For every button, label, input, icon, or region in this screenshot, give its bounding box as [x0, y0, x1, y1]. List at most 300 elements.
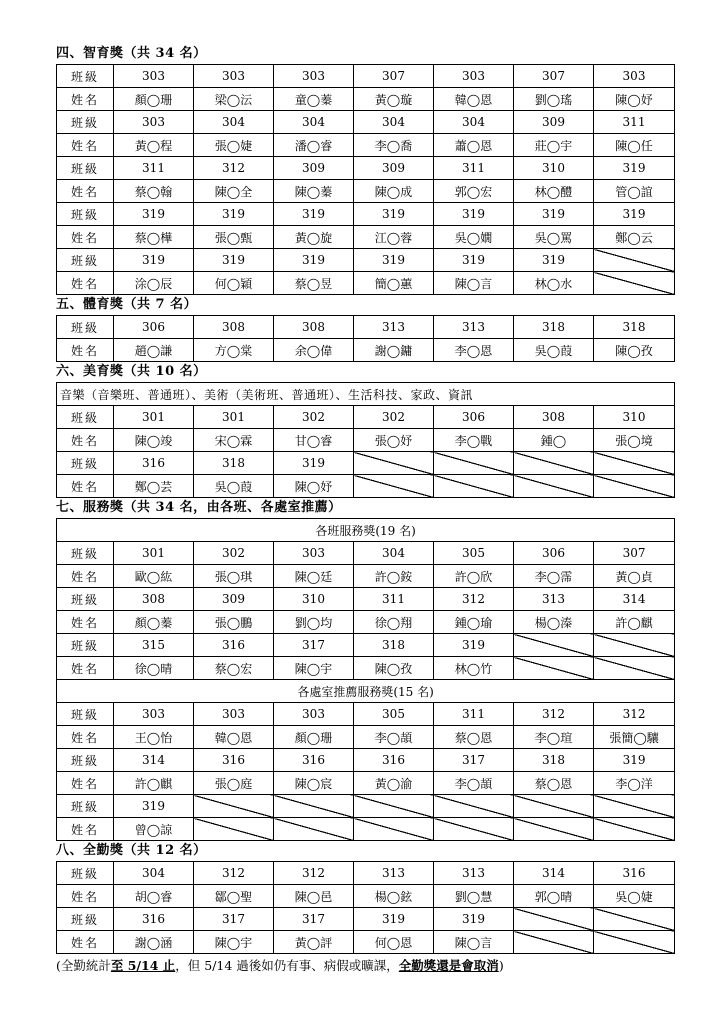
- class-cell: 319: [114, 795, 194, 818]
- student-name-cell: 陳◯妤: [274, 475, 354, 498]
- class-cell: 307: [594, 542, 675, 565]
- class-label-cell: 班級: [57, 795, 114, 818]
- class-cell: 319: [274, 249, 354, 272]
- class-cell: 307: [354, 65, 434, 88]
- student-name-cell: 蕭◯恩: [434, 134, 514, 157]
- class-cell: 319: [514, 249, 594, 272]
- student-name-cell: 童◯蓁: [274, 88, 354, 111]
- class-cell: 317: [194, 908, 274, 931]
- footnote-emphasis: 至 5/14 止: [110, 958, 176, 973]
- student-name-cell: 余◯偉: [274, 339, 354, 362]
- subsection-heading-row: [57, 519, 675, 542]
- table-row: [57, 316, 675, 339]
- class-cell: 309: [194, 588, 274, 611]
- class-cell: 313: [434, 862, 514, 885]
- student-name-cell: 歐◯紘: [114, 565, 194, 588]
- name-label-cell: 姓名: [57, 429, 114, 452]
- student-name-cell: 劉◯瑤: [514, 88, 594, 111]
- class-label-cell: 班級: [57, 588, 114, 611]
- table-row: [57, 203, 675, 226]
- class-label-cell: 班級: [57, 908, 114, 931]
- student-name-cell: 曾◯諒: [114, 818, 194, 841]
- student-name-cell: 許◯麒: [594, 611, 675, 634]
- student-name-cell: 吳◯葭: [194, 475, 274, 498]
- student-name-cell: 蔡◯樺: [114, 226, 194, 249]
- award-table: [56, 382, 675, 498]
- student-name-cell: 陳◯孜: [594, 339, 675, 362]
- empty-cell: [194, 818, 274, 841]
- class-cell: 311: [434, 157, 514, 180]
- student-name-cell: 許◯銨: [354, 565, 434, 588]
- table-row: [57, 111, 675, 134]
- name-label-cell: 姓名: [57, 772, 114, 795]
- award-table: [56, 64, 675, 295]
- student-name-cell: 顏◯珊: [114, 88, 194, 111]
- class-cell: 317: [274, 908, 354, 931]
- table-row: [57, 452, 675, 475]
- student-name-cell: 張◯境: [594, 429, 675, 452]
- class-cell: 313: [354, 316, 434, 339]
- class-cell: 312: [514, 703, 594, 726]
- student-name-cell: 胡◯睿: [114, 885, 194, 908]
- name-label-cell: 姓名: [57, 931, 114, 954]
- student-name-cell: 宋◯霖: [194, 429, 274, 452]
- table-row: [57, 749, 675, 772]
- student-name-cell: 陳◯言: [434, 931, 514, 954]
- class-cell: 317: [274, 634, 354, 657]
- class-cell: 304: [194, 111, 274, 134]
- empty-cell: [354, 452, 434, 475]
- class-cell: 311: [354, 588, 434, 611]
- class-cell: 312: [194, 157, 274, 180]
- class-cell: 302: [194, 542, 274, 565]
- empty-cell: [514, 818, 594, 841]
- class-cell: 309: [274, 157, 354, 180]
- name-label-cell: 姓名: [57, 475, 114, 498]
- empty-cell: [354, 795, 434, 818]
- table-row: [57, 772, 675, 795]
- category-row: [57, 383, 675, 406]
- student-name-cell: 徐◯翔: [354, 611, 434, 634]
- class-cell: 308: [114, 588, 194, 611]
- class-cell: 319: [434, 203, 514, 226]
- class-cell: 319: [594, 157, 675, 180]
- class-cell: 307: [514, 65, 594, 88]
- student-name-cell: 謝◯鏞: [354, 339, 434, 362]
- student-name-cell: 趙◯謙: [114, 339, 194, 362]
- student-name-cell: 李◯恩: [434, 339, 514, 362]
- class-cell: 313: [434, 316, 514, 339]
- class-cell: 303: [194, 703, 274, 726]
- student-name-cell: 鍾◯瑜: [434, 611, 514, 634]
- class-cell: 303: [194, 65, 274, 88]
- student-name-cell: 謝◯涵: [114, 931, 194, 954]
- table-row: [57, 339, 675, 362]
- class-cell: 315: [114, 634, 194, 657]
- empty-cell: [594, 475, 675, 498]
- empty-cell: [514, 908, 594, 931]
- student-name-cell: 張◯琪: [194, 565, 274, 588]
- class-cell: 318: [194, 452, 274, 475]
- footnote-emphasis: 全勤獎還是會取消: [398, 958, 499, 973]
- footnote-text: ，但 5/14 過後如仍有事、病假或曠課，: [175, 958, 399, 973]
- class-cell: 319: [594, 203, 675, 226]
- student-name-cell: 李◯洋: [594, 772, 675, 795]
- table-row: [57, 862, 675, 885]
- student-name-cell: 張◯妤: [354, 429, 434, 452]
- art-categories-note: 音樂（音樂班、普通班）、美術（美術班、普通班）、生活科技、家政、資訊: [57, 383, 675, 406]
- class-cell: 301: [114, 542, 194, 565]
- class-cell: 318: [354, 634, 434, 657]
- table-row: [57, 542, 675, 565]
- section-title: 八、全勤獎（共 12 名）: [56, 843, 207, 858]
- name-label-cell: 姓名: [57, 818, 114, 841]
- class-cell: 316: [194, 634, 274, 657]
- class-cell: 312: [274, 862, 354, 885]
- student-name-cell: 蔡◯翰: [114, 180, 194, 203]
- class-cell: 319: [354, 249, 434, 272]
- name-label-cell: 姓名: [57, 180, 114, 203]
- table-row: [57, 703, 675, 726]
- student-name-cell: 張◯庭: [194, 772, 274, 795]
- class-cell: 313: [514, 588, 594, 611]
- student-name-cell: 楊◯鉉: [354, 885, 434, 908]
- section-title: 五、體育獎（共 7 名）: [56, 297, 198, 312]
- student-name-cell: 黃◯渝: [354, 772, 434, 795]
- class-cell: 314: [514, 862, 594, 885]
- student-name-cell: 黃◯程: [114, 134, 194, 157]
- student-name-cell: 何◯恩: [354, 931, 434, 954]
- table-row: [57, 272, 675, 295]
- student-name-cell: 陳◯全: [194, 180, 274, 203]
- student-name-cell: 蔡◯宏: [194, 657, 274, 680]
- student-name-cell: 黃◯評: [274, 931, 354, 954]
- student-name-cell: 林◯醴: [514, 180, 594, 203]
- student-name-cell: 林◯水: [514, 272, 594, 295]
- student-name-cell: 陳◯蓁: [274, 180, 354, 203]
- awards-document: [56, 44, 674, 974]
- student-name-cell: 劉◯均: [274, 611, 354, 634]
- class-cell: 316: [114, 452, 194, 475]
- class-cell: 301: [114, 406, 194, 429]
- class-label-cell: 班級: [57, 452, 114, 475]
- table-row: [57, 226, 675, 249]
- class-cell: 303: [114, 111, 194, 134]
- student-name-cell: 江◯蓉: [354, 226, 434, 249]
- student-name-cell: 許◯麒: [114, 772, 194, 795]
- class-cell: 314: [114, 749, 194, 772]
- class-cell: 312: [434, 588, 514, 611]
- class-cell: 306: [114, 316, 194, 339]
- section-title: 六、美育獎（共 10 名）: [56, 364, 207, 379]
- class-cell: 319: [434, 249, 514, 272]
- class-cell: 319: [274, 452, 354, 475]
- class-cell: 306: [434, 406, 514, 429]
- student-name-cell: 陳◯妤: [594, 88, 675, 111]
- student-name-cell: 鄒◯聖: [194, 885, 274, 908]
- footnote-text: ): [498, 958, 504, 973]
- student-name-cell: 劉◯慧: [434, 885, 514, 908]
- student-name-cell: 許◯欣: [434, 565, 514, 588]
- table-row: [57, 885, 675, 908]
- empty-cell: [514, 795, 594, 818]
- class-cell: 308: [514, 406, 594, 429]
- class-cell: 316: [274, 749, 354, 772]
- section-title: 七、服務獎（共 34 名，由各班、各處室推薦）: [56, 500, 342, 515]
- table-row: [57, 931, 675, 954]
- class-cell: 319: [114, 203, 194, 226]
- student-name-cell: 顏◯蓁: [114, 611, 194, 634]
- empty-cell: [274, 795, 354, 818]
- class-label-cell: 班級: [57, 316, 114, 339]
- class-cell: 303: [114, 65, 194, 88]
- student-name-cell: 黃◯璇: [354, 88, 434, 111]
- student-name-cell: 陳◯孜: [354, 657, 434, 680]
- student-name-cell: 陳◯成: [354, 180, 434, 203]
- class-cell: 319: [114, 249, 194, 272]
- empty-cell: [354, 475, 434, 498]
- empty-cell: [594, 272, 675, 295]
- student-name-cell: 韓◯恩: [194, 726, 274, 749]
- class-cell: 319: [274, 203, 354, 226]
- student-name-cell: 張◯鵬: [194, 611, 274, 634]
- class-cell: 310: [594, 406, 675, 429]
- student-name-cell: 張簡◯驤: [594, 726, 675, 749]
- class-cell: 303: [434, 65, 514, 88]
- student-name-cell: 鄭◯云: [594, 226, 675, 249]
- table-row: [57, 611, 675, 634]
- student-name-cell: 黃◯貞: [594, 565, 675, 588]
- class-cell: 301: [194, 406, 274, 429]
- class-cell: 303: [274, 703, 354, 726]
- class-cell: 304: [354, 111, 434, 134]
- empty-cell: [514, 452, 594, 475]
- class-label-cell: 班級: [57, 65, 114, 88]
- subsection-heading: 各班服務獎(19 名): [57, 519, 675, 542]
- student-name-cell: 李◯霈: [514, 565, 594, 588]
- student-name-cell: 管◯誼: [594, 180, 675, 203]
- class-label-cell: 班級: [57, 749, 114, 772]
- student-name-cell: 陳◯任: [594, 134, 675, 157]
- class-label-cell: 班級: [57, 406, 114, 429]
- student-name-cell: 陳◯宇: [194, 931, 274, 954]
- award-table: [56, 315, 675, 362]
- class-label-cell: 班級: [57, 634, 114, 657]
- table-row: [57, 726, 675, 749]
- student-name-cell: 李◯頡: [354, 726, 434, 749]
- empty-cell: [594, 249, 675, 272]
- class-cell: 304: [434, 111, 514, 134]
- section-title: 四、智育獎（共 34 名）: [56, 46, 207, 61]
- student-name-cell: 蔡◯昱: [274, 272, 354, 295]
- table-row: [57, 429, 675, 452]
- class-cell: 310: [274, 588, 354, 611]
- class-cell: 319: [434, 908, 514, 931]
- class-cell: 302: [354, 406, 434, 429]
- class-cell: 316: [114, 908, 194, 931]
- class-cell: 303: [274, 542, 354, 565]
- class-cell: 303: [114, 703, 194, 726]
- empty-cell: [434, 818, 514, 841]
- student-name-cell: 徐◯晴: [114, 657, 194, 680]
- class-cell: 306: [514, 542, 594, 565]
- student-name-cell: 蔡◯恩: [514, 772, 594, 795]
- student-name-cell: 郭◯晴: [514, 885, 594, 908]
- name-label-cell: 姓名: [57, 565, 114, 588]
- class-cell: 317: [434, 749, 514, 772]
- student-name-cell: 李◯瑄: [514, 726, 594, 749]
- empty-cell: [434, 452, 514, 475]
- student-name-cell: 陳◯宸: [274, 772, 354, 795]
- student-name-cell: 吳◯婕: [594, 885, 675, 908]
- class-label-cell: 班級: [57, 542, 114, 565]
- name-label-cell: 姓名: [57, 339, 114, 362]
- student-name-cell: 簡◯蕙: [354, 272, 434, 295]
- table-row: [57, 249, 675, 272]
- empty-cell: [274, 818, 354, 841]
- student-name-cell: 吳◯葭: [514, 339, 594, 362]
- student-name-cell: 涂◯辰: [114, 272, 194, 295]
- class-cell: 303: [274, 65, 354, 88]
- empty-cell: [354, 818, 434, 841]
- class-cell: 319: [194, 203, 274, 226]
- student-name-cell: 鍾◯: [514, 429, 594, 452]
- class-cell: 303: [594, 65, 675, 88]
- table-row: [57, 157, 675, 180]
- name-label-cell: 姓名: [57, 611, 114, 634]
- class-label-cell: 班級: [57, 111, 114, 134]
- student-name-cell: 郭◯宏: [434, 180, 514, 203]
- class-cell: 313: [354, 862, 434, 885]
- class-cell: 312: [194, 862, 274, 885]
- empty-cell: [594, 908, 675, 931]
- class-cell: 312: [594, 703, 675, 726]
- class-cell: 318: [594, 316, 675, 339]
- class-cell: 319: [354, 908, 434, 931]
- class-cell: 318: [514, 749, 594, 772]
- class-cell: 310: [514, 157, 594, 180]
- subsection-heading: 各處室推薦服務獎(15 名): [57, 680, 675, 703]
- student-name-cell: 顏◯珊: [274, 726, 354, 749]
- empty-cell: [594, 818, 675, 841]
- table-row: [57, 134, 675, 157]
- name-label-cell: 姓名: [57, 885, 114, 908]
- class-cell: 318: [514, 316, 594, 339]
- table-row: [57, 406, 675, 429]
- empty-cell: [194, 795, 274, 818]
- empty-cell: [514, 475, 594, 498]
- name-label-cell: 姓名: [57, 726, 114, 749]
- student-name-cell: 陳◯宇: [274, 657, 354, 680]
- class-label-cell: 班級: [57, 862, 114, 885]
- empty-cell: [594, 452, 675, 475]
- class-cell: 305: [434, 542, 514, 565]
- empty-cell: [514, 931, 594, 954]
- class-cell: 316: [594, 862, 675, 885]
- student-name-cell: 林◯竹: [434, 657, 514, 680]
- name-label-cell: 姓名: [57, 134, 114, 157]
- table-row: [57, 588, 675, 611]
- student-name-cell: 鄭◯芸: [114, 475, 194, 498]
- student-name-cell: 方◯棠: [194, 339, 274, 362]
- student-name-cell: 甘◯睿: [274, 429, 354, 452]
- table-row: [57, 88, 675, 111]
- empty-cell: [514, 634, 594, 657]
- table-row: [57, 634, 675, 657]
- student-name-cell: 黃◯旋: [274, 226, 354, 249]
- student-name-cell: 李◯喬: [354, 134, 434, 157]
- name-label-cell: 姓名: [57, 272, 114, 295]
- class-cell: 316: [354, 749, 434, 772]
- table-row: [57, 65, 675, 88]
- student-name-cell: 張◯甄: [194, 226, 274, 249]
- class-cell: 304: [114, 862, 194, 885]
- class-label-cell: 班級: [57, 249, 114, 272]
- table-row: [57, 475, 675, 498]
- table-row: [57, 795, 675, 818]
- student-name-cell: 陳◯竣: [114, 429, 194, 452]
- student-name-cell: 莊◯宇: [514, 134, 594, 157]
- class-cell: 309: [514, 111, 594, 134]
- student-name-cell: 楊◯溱: [514, 611, 594, 634]
- class-label-cell: 班級: [57, 157, 114, 180]
- class-cell: 319: [194, 249, 274, 272]
- table-row: [57, 180, 675, 203]
- table-row: [57, 565, 675, 588]
- student-name-cell: 李◯頡: [434, 772, 514, 795]
- empty-cell: [434, 795, 514, 818]
- student-name-cell: 吳◯罵: [514, 226, 594, 249]
- student-name-cell: 吳◯嫺: [434, 226, 514, 249]
- empty-cell: [594, 931, 675, 954]
- table-row: [57, 908, 675, 931]
- student-name-cell: 何◯穎: [194, 272, 274, 295]
- student-name-cell: 陳◯廷: [274, 565, 354, 588]
- student-name-cell: 韓◯恩: [434, 88, 514, 111]
- class-label-cell: 班級: [57, 203, 114, 226]
- table-row: [57, 818, 675, 841]
- class-cell: 304: [354, 542, 434, 565]
- student-name-cell: 李◯戰: [434, 429, 514, 452]
- name-label-cell: 姓名: [57, 88, 114, 111]
- class-cell: 305: [354, 703, 434, 726]
- class-cell: 319: [354, 203, 434, 226]
- class-cell: 319: [514, 203, 594, 226]
- table-row: [57, 657, 675, 680]
- empty-cell: [434, 475, 514, 498]
- student-name-cell: 陳◯言: [434, 272, 514, 295]
- class-cell: 304: [274, 111, 354, 134]
- student-name-cell: 王◯怡: [114, 726, 194, 749]
- empty-cell: [594, 795, 675, 818]
- class-cell: 319: [594, 749, 675, 772]
- class-cell: 314: [594, 588, 675, 611]
- attendance-footnote: [56, 956, 674, 974]
- empty-cell: [594, 634, 675, 657]
- empty-cell: [594, 657, 675, 680]
- class-cell: 311: [434, 703, 514, 726]
- student-name-cell: 梁◯沄: [194, 88, 274, 111]
- class-label-cell: 班級: [57, 703, 114, 726]
- empty-cell: [514, 657, 594, 680]
- class-cell: 309: [354, 157, 434, 180]
- class-cell: 311: [114, 157, 194, 180]
- class-cell: 302: [274, 406, 354, 429]
- name-label-cell: 姓名: [57, 657, 114, 680]
- class-cell: 316: [194, 749, 274, 772]
- name-label-cell: 姓名: [57, 226, 114, 249]
- student-name-cell: 張◯婕: [194, 134, 274, 157]
